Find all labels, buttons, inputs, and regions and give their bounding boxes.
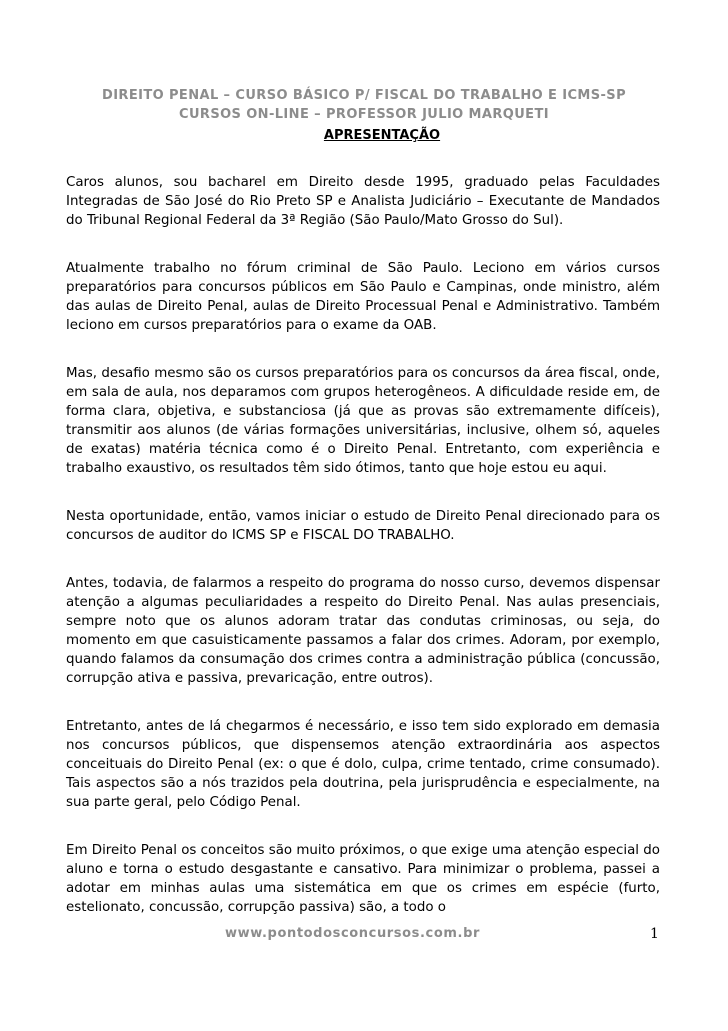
section-title-wrap [0,127,728,145]
paragraph: Entretanto, antes de lá chegarmos é necessário, e isso tem sido explorado em demasia nos concursos públicos, que dispensemos atenção extraordinária aos aspectos conceituais do Direito Penal (ex: o que é dolo, culpa, crime tentado, crime consumado). Tais aspectos são a nós trazidos pela doutrina, pela jurisprudência e especialmente, na sua parte geral, pelo Código Penal. [66,719,660,810]
footer-website: www.pontodosconcursos.com.br [225,926,480,941]
page-number: 1 [650,926,659,942]
paragraph: Mas, desafio mesmo são os cursos preparatórios para os concursos da área fiscal, onde, em sala de aula, nos deparamos com grupos heterogêneos. A dificuldade reside em, de forma clara, objetiva, e substanciosa (já que as provas são extremamente difíceis), transmitir aos alunos (de várias formações universitárias, inclusive, olhem só, aqueles de exatas) matéria técnica como é o Direito Penal. Entretanto, com experiência e trabalho exaustivo, os resultados têm sido ótimos, tanto que hoje estou eu aqui. [66,366,660,476]
paragraph: Nesta oportunidade, então, vamos iniciar o estudo de Direito Penal direcionado para os concursos de auditor do ICMS SP e FISCAL DO TRABALHO. [66,509,660,543]
document-body [66,173,660,946]
paragraph: Atualmente trabalho no fórum criminal de São Paulo. Leciono em vários cursos preparatórios para concursos públicos em São Paulo e Campinas, onde ministro, além das aulas de Direito Penal, aulas de Direito Processual Penal e Administrativo. Também leciono em cursos preparatórios para o exame da OAB. [66,261,660,333]
page-footer [0,926,728,946]
paragraph: Em Direito Penal os conceitos são muito próximos, o que exige uma atenção especial do aluno e torna o estudo desgastante e cansativo. Para minimizar o problema, passei a adotar em minhas aulas uma sistemática em que os crimes em espécie (furto, estelionato, concussão, corrupção passiva) são, a todo o [66,843,660,915]
header-line-2: CURSOS ON-LINE – PROFESSOR JULIO MARQUETI [179,107,549,122]
header-line-1: DIREITO PENAL – CURSO BÁSICO P/ FISCAL DO TRABALHO E ICMS-SP [102,88,626,103]
paragraph: Antes, todavia, de falarmos a respeito do programa do nosso curso, devemos dispensar atenção a algumas peculiaridades a respeito do Direito Penal. Nas aulas presenciais, sempre noto que os alunos adoram tratar das condutas criminosas, ou seja, do momento em que casuisticamente passamos a falar dos crimes. Adoram, por exemplo, quando falamos da consumação dos crimes contra a administração pública (concussão, corrupção ativa e passiva, prevaricação, entre outros). [66,576,660,686]
paragraph: Caros alunos, sou bacharel em Direito desde 1995, graduado pelas Faculdades Integradas de São José do Rio Preto SP e Analista Judiciário – Executante de Mandados do Tribunal Regional Federal da 3ª Região (São Paulo/Mato Grosso do Sul). [66,175,660,228]
page-header [60,86,668,124]
section-title: APRESENTAÇÃO [323,128,441,143]
